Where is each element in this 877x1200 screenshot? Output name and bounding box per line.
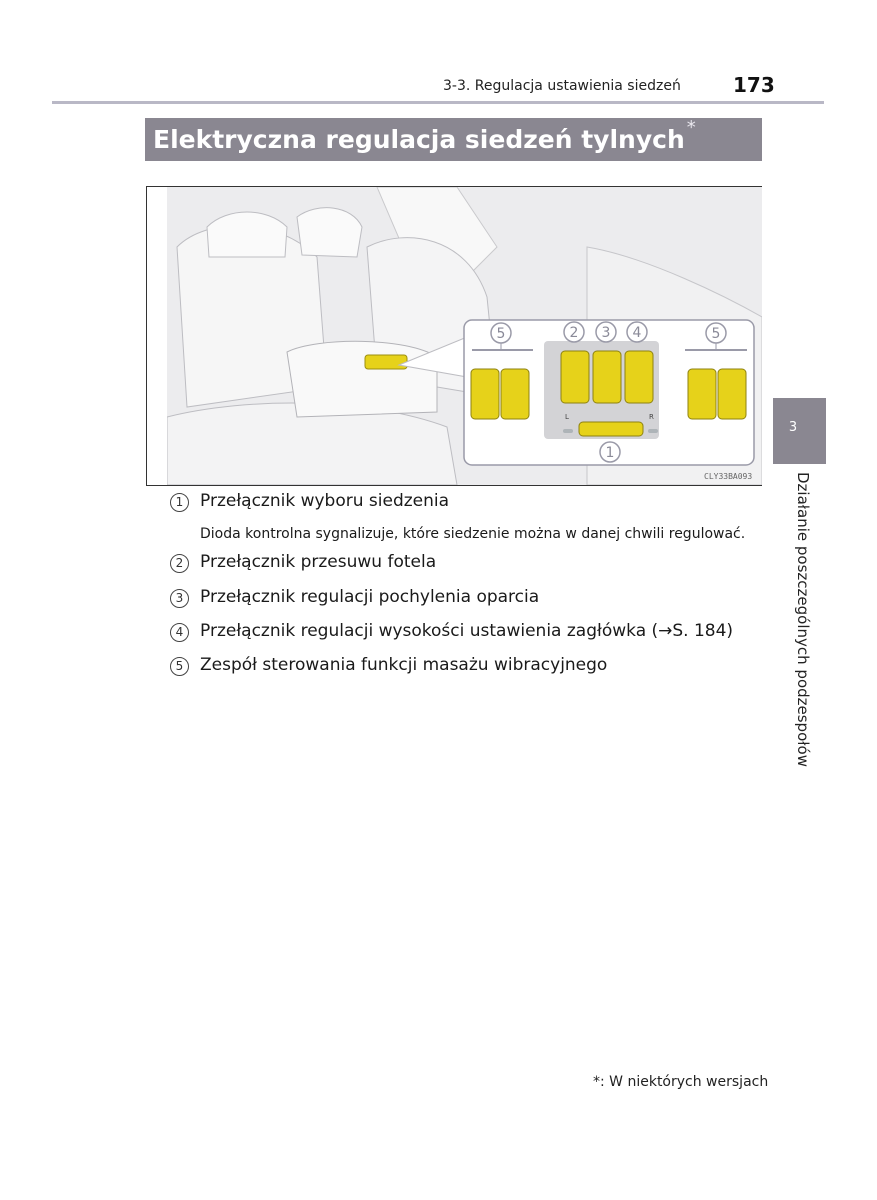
legend-num-1: 1 xyxy=(170,493,189,512)
slide-button xyxy=(561,351,589,403)
figure-code: CLY33BA093 xyxy=(704,472,753,481)
massage-button-right-a xyxy=(688,369,716,419)
legend-num-2: 2 xyxy=(170,554,189,573)
legend-text-1: Przełącznik wyboru siedzenia xyxy=(200,491,450,511)
armrest-buttons xyxy=(365,355,407,369)
footnote: *: W niektórych wersjach xyxy=(593,1074,769,1090)
chapter-tab-number: 3 xyxy=(788,420,798,435)
header-rule xyxy=(52,101,824,104)
seat-controls-illustration xyxy=(167,187,762,485)
page-title-text: Elektryczna regulacja siedzeń tylnych xyxy=(153,125,685,154)
armrest xyxy=(287,341,437,417)
headrest-right xyxy=(297,208,362,257)
callout-2-label: 2 xyxy=(569,325,579,341)
chapter-tab xyxy=(773,398,826,464)
page-title xyxy=(145,118,762,161)
legend-item-1-description: Dioda kontrolna sygnalizuje, które siedzenie można w danej chwili regulować. xyxy=(200,526,746,542)
legend-text-4: Przełącznik regulacji wysokości ustawienia zagłówka (→S. 184) xyxy=(200,621,734,641)
legend-text-5: Zespół sterowania funkcji masażu wibracyjnego xyxy=(200,655,608,675)
seat-select-button xyxy=(579,422,643,436)
side-right-label: R xyxy=(649,413,654,421)
massage-button-left-b xyxy=(501,369,529,419)
chapter-title-vertical: Działanie poszczególnych podzespołów xyxy=(794,472,812,767)
legend-num-4: 4 xyxy=(170,623,189,642)
legend-text-3: Przełącznik regulacji pochylenia oparcia xyxy=(200,587,540,607)
massage-button-right-b xyxy=(718,369,746,419)
legend-text-2: Przełącznik przesuwu fotela xyxy=(200,552,437,572)
legend-num-3: 3 xyxy=(170,589,189,608)
callout-3-label: 3 xyxy=(601,325,611,341)
callout-4-label: 4 xyxy=(632,325,642,341)
recline-button xyxy=(593,351,621,403)
callout-5-left-label: 5 xyxy=(496,326,506,342)
page-number: 173 xyxy=(733,73,775,97)
side-left-label: L xyxy=(565,413,569,421)
headrest-left xyxy=(207,212,287,257)
title-asterisk: * xyxy=(686,117,696,138)
led-left xyxy=(563,429,573,433)
massage-button-left-a xyxy=(471,369,499,419)
headrest-button xyxy=(625,351,653,403)
callout-1-label: 1 xyxy=(605,445,615,461)
led-right xyxy=(648,429,658,433)
legend-num-5: 5 xyxy=(170,657,189,676)
header-section-title: 3-3. Regulacja ustawienia siedzeń xyxy=(443,78,681,94)
callout-5-right-label: 5 xyxy=(711,326,721,342)
